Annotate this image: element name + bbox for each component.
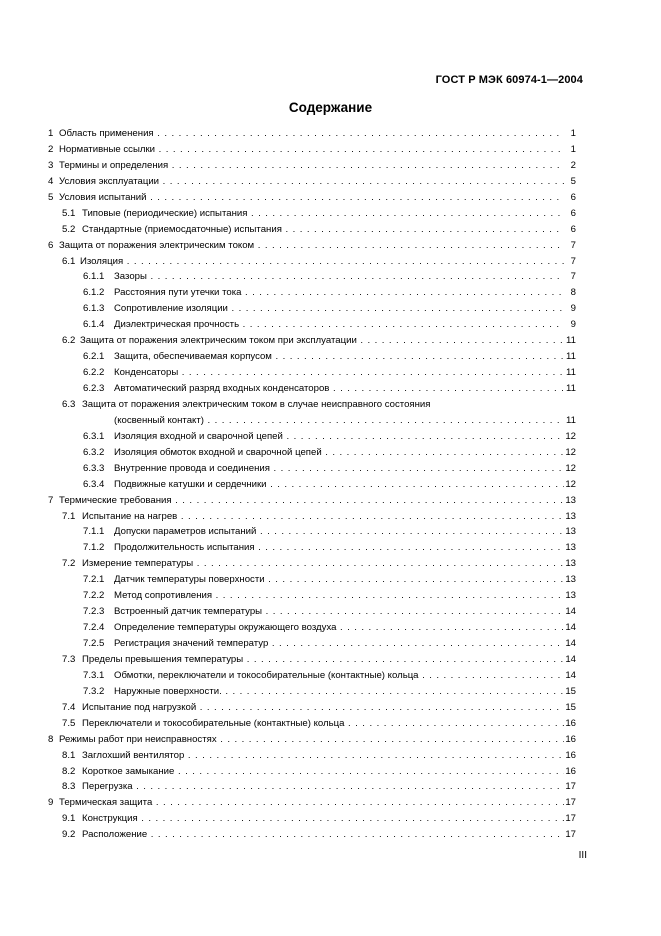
- toc-entry-title: Допуски параметров испытаний . . .: [114, 524, 564, 540]
- toc-entry-title: Зазоры . . .: [114, 269, 564, 285]
- page-number: III: [578, 850, 587, 861]
- toc-entry-page: 13: [565, 574, 576, 586]
- toc-entry-number: 9: [48, 797, 54, 809]
- toc-entry-title: Заглохший вентилятор . . .: [82, 748, 564, 764]
- toc-entry-number: 9.1: [62, 813, 76, 825]
- toc-entry-title: Короткое замыкание . . .: [82, 764, 564, 780]
- toc-entry-number: 7.2.5: [83, 638, 105, 649]
- toc-entry[interactable]: [48, 190, 576, 206]
- toc-entry[interactable]: [48, 174, 576, 190]
- toc-entry-title: Измерение температуры . . .: [82, 556, 564, 572]
- toc-entry-page: 12: [565, 478, 576, 490]
- toc-entry-title: Условия эксплуатации . . .: [59, 174, 564, 190]
- toc-entry[interactable]: [48, 126, 576, 142]
- toc-entry[interactable]: [48, 493, 576, 509]
- toc-entry-number: 8.1: [62, 749, 76, 761]
- toc-entry[interactable]: [48, 238, 576, 254]
- toc-entry-page: 11: [566, 383, 576, 394]
- toc-entry[interactable]: [48, 301, 576, 317]
- toc-entry-page: 9: [570, 319, 576, 331]
- toc-entry-number: 7.3: [62, 653, 76, 665]
- toc-entry-number: 5.1: [62, 207, 76, 219]
- toc-entry-number: 6.1.3: [83, 303, 105, 315]
- toc-entry-page: 15: [565, 685, 576, 697]
- toc-entry[interactable]: [48, 700, 576, 716]
- toc-entry-page: 1: [570, 143, 576, 155]
- toc-entry[interactable]: [48, 461, 576, 477]
- toc-entry[interactable]: [48, 795, 576, 811]
- toc-entry-title: Нормативные ссылки . . .: [59, 142, 564, 158]
- toc-entry-title: Подвижные катушки и сердечники . . .: [114, 477, 564, 493]
- toc-entry-title: Испытание на нагрев . . .: [82, 509, 564, 525]
- toc-entry[interactable]: [48, 732, 576, 748]
- toc-entry-title: Защита от поражения электрическим током . . .: [59, 238, 564, 254]
- toc-entry-title: Термины и определения . . .: [59, 158, 564, 174]
- toc-entry-number: 6.3.4: [83, 478, 105, 490]
- toc-entry-title: Регистрация значений температур . . .: [114, 636, 564, 652]
- toc-entry-title: Наружные поверхности. . . .: [114, 684, 564, 700]
- toc-entry-number: 6.2.2: [83, 367, 105, 379]
- toc-entry-page: 13: [565, 510, 576, 522]
- toc-entry-number: 5.2: [62, 223, 76, 235]
- toc-entry-number: 6.3.1: [83, 430, 105, 442]
- toc-entry[interactable]: [48, 333, 576, 349]
- toc-entry[interactable]: [48, 365, 576, 381]
- toc-entry-page: 7: [570, 255, 576, 267]
- toc-entry-page: 12: [565, 446, 576, 458]
- toc-entry-title: Изоляция . . .: [80, 254, 564, 270]
- toc-entry-number: 7.2: [62, 558, 76, 570]
- toc-entry-page: 17: [565, 797, 576, 809]
- toc-entry[interactable]: [48, 668, 576, 684]
- toc-entry-number: 6.1.1: [83, 271, 105, 283]
- toc-entry[interactable]: [48, 716, 576, 732]
- toc-entry-page: 7: [570, 271, 576, 283]
- toc-entry-number: 7: [48, 494, 54, 506]
- toc-entry-number: 7.3.2: [83, 685, 105, 697]
- toc-entry-number: 5: [48, 191, 54, 203]
- toc-entry[interactable]: [48, 556, 576, 572]
- toc-entry-title: Внутренние провода и соединения . . .: [114, 461, 564, 477]
- toc-entry-number: 3: [48, 159, 54, 171]
- toc-entry-number: 7.2.3: [83, 606, 105, 618]
- document-code: ГОСТ Р МЭК 60974-1—2004: [435, 74, 583, 86]
- toc-entry-number: 8.2: [62, 765, 76, 777]
- toc-entry-title: Пределы превышения температуры . . .: [82, 652, 564, 668]
- toc-entry-page: 11: [566, 414, 576, 426]
- toc-entry-title: Конденсаторы . . .: [114, 365, 564, 381]
- toc-entry-number: 6.1: [62, 255, 76, 267]
- toc-entry[interactable]: [48, 349, 576, 365]
- toc-entry[interactable]: [48, 684, 576, 700]
- toc-entry-page: 12: [565, 430, 576, 442]
- toc-entry-number: 6.3.3: [83, 462, 105, 474]
- toc-entry-number: 7.4: [62, 701, 76, 713]
- toc-entry-page: 6: [570, 207, 576, 219]
- toc-entry-page: 12: [565, 462, 576, 474]
- toc-entry-page: 2: [570, 159, 576, 171]
- toc-entry-title: Изоляция обмоток входной и сварочной цепей . . .: [114, 445, 564, 461]
- table-of-contents: [48, 126, 576, 843]
- toc-entry-page: 16: [565, 717, 576, 729]
- toc-entry-title: Определение температуры окружающего воздуха . . .: [114, 620, 564, 636]
- toc-entry-title: Защита от поражения электрическим током в случае неисправного состояния: [82, 398, 431, 410]
- toc-entry-title: Защита от поражения электрическим током при эксплуатации . . .: [80, 333, 564, 349]
- toc-entry-title: Термические требования . . .: [59, 493, 564, 509]
- toc-entry-page: 14: [565, 638, 576, 649]
- toc-entry-title: Продолжительность испытания . . .: [114, 540, 564, 556]
- toc-entry-title: Переключатели и токособирательные (контактные) кольца . . .: [82, 716, 564, 732]
- toc-entry-number: 2: [48, 143, 54, 155]
- toc-entry-page: 6: [570, 223, 576, 235]
- toc-entry-number: 6: [48, 239, 54, 251]
- toc-entry[interactable]: [48, 269, 576, 285]
- toc-entry-number: 4: [48, 175, 54, 187]
- toc-entry[interactable]: [48, 254, 576, 270]
- toc-entry[interactable]: [48, 764, 576, 780]
- toc-entry[interactable]: [48, 429, 576, 445]
- toc-entry-number: 6.2: [62, 335, 76, 347]
- toc-entry-title: Термическая защита . . .: [59, 795, 564, 811]
- toc-entry-page: 6: [570, 191, 576, 203]
- toc-entry-title: Расположение . . .: [82, 827, 564, 843]
- toc-entry-title: Датчик температуры поверхности . . .: [114, 572, 564, 588]
- toc-entry-page: 5: [570, 175, 576, 187]
- toc-entry-title: Типовые (периодические) испытания . . .: [82, 206, 564, 222]
- toc-entry-page: 14: [565, 622, 576, 634]
- toc-entry[interactable]: [48, 811, 576, 827]
- toc-entry-title: Конструкция . . .: [82, 811, 564, 827]
- toc-entry[interactable]: [48, 524, 576, 540]
- toc-entry-number: 8: [48, 733, 54, 745]
- toc-entry-title: Условия испытаний . . .: [59, 190, 564, 206]
- toc-entry[interactable]: [48, 827, 576, 843]
- toc-entry-number: 6.2.1: [83, 351, 105, 363]
- toc-entry-number: 7.3.1: [83, 669, 105, 681]
- toc-entry[interactable]: [48, 748, 576, 764]
- toc-entry-title: Сопротивление изоляции . . .: [114, 301, 564, 317]
- toc-entry[interactable]: [48, 397, 576, 413]
- toc-entry-page: 8: [570, 287, 576, 299]
- toc-entry[interactable]: [48, 445, 576, 461]
- toc-entry[interactable]: [48, 588, 576, 604]
- toc-entry[interactable]: [48, 604, 576, 620]
- toc-entry-title: Стандартные (приемосдаточные) испытания . . .: [82, 222, 564, 238]
- toc-entry-number: 6.3.2: [83, 446, 105, 458]
- toc-entry[interactable]: [48, 285, 576, 301]
- toc-entry-page: 9: [570, 303, 576, 315]
- toc-entry-page: 16: [565, 733, 576, 745]
- toc-entry-title: Расстояния пути утечки тока . . .: [114, 285, 564, 301]
- toc-entry[interactable]: [48, 158, 576, 174]
- toc-entry-number: 7.1.2: [83, 542, 105, 554]
- toc-entry-number: 6.1.4: [83, 319, 105, 331]
- toc-entry[interactable]: [48, 142, 576, 158]
- toc-entry-title: Область применения . . .: [59, 126, 564, 142]
- toc-entry-number: 7.1.1: [83, 526, 105, 538]
- toc-entry-number: 6.3: [62, 398, 76, 410]
- toc-entry-title: Режимы работ при неисправностях . . .: [59, 732, 564, 748]
- toc-entry-page: 17: [565, 781, 576, 793]
- toc-entry-number: 7.2.4: [83, 622, 105, 634]
- toc-entry-page: 15: [565, 701, 576, 713]
- toc-entry-page: 7: [570, 239, 576, 251]
- toc-entry-page: 16: [565, 749, 576, 761]
- toc-entry-number: 8.3: [62, 781, 76, 793]
- toc-entry-page: 13: [565, 590, 576, 602]
- toc-entry[interactable]: [48, 540, 576, 556]
- toc-entry-page: 17: [565, 813, 576, 825]
- toc-entry-page: 11: [566, 367, 576, 379]
- toc-entry-page: 13: [565, 494, 576, 506]
- toc-entry-title: Диэлектрическая прочность . . .: [114, 317, 564, 333]
- toc-entry[interactable]: [48, 222, 576, 238]
- toc-entry-number: 9.2: [62, 829, 76, 841]
- toc-entry-title: Изоляция входной и сварочной цепей . . .: [114, 429, 564, 445]
- toc-entry[interactable]: [48, 572, 576, 588]
- toc-entry[interactable]: [48, 636, 576, 652]
- toc-entry-title: Перегрузка . . .: [82, 779, 564, 795]
- toc-entry-page: 11: [566, 335, 576, 347]
- toc-entry[interactable]: [48, 413, 576, 429]
- toc-entry-page: 11: [566, 351, 576, 363]
- toc-entry-number: 6.1.2: [83, 287, 105, 299]
- toc-entry[interactable]: [48, 509, 576, 525]
- page-title: Содержание: [288, 100, 373, 115]
- toc-entry-page: 1: [570, 128, 576, 139]
- toc-entry-page: 17: [565, 829, 576, 841]
- toc-entry[interactable]: [48, 381, 576, 397]
- toc-entry-number: 6.2.3: [83, 383, 105, 394]
- toc-entry[interactable]: [48, 317, 576, 333]
- toc-entry[interactable]: [48, 779, 576, 795]
- toc-entry-page: 14: [565, 653, 576, 665]
- toc-entry-page: 14: [565, 669, 576, 681]
- toc-entry[interactable]: [48, 620, 576, 636]
- toc-entry-page: 13: [565, 526, 576, 538]
- toc-entry-number: 7.2.2: [83, 590, 105, 602]
- toc-entry-title: Испытание под нагрузкой . . .: [82, 700, 564, 716]
- toc-entry-number: 7.2.1: [83, 574, 105, 586]
- toc-entry-number: 7.1: [62, 510, 76, 522]
- toc-entry-page: 16: [565, 765, 576, 777]
- toc-entry-page: 13: [565, 558, 576, 570]
- toc-entry-title: Защита, обеспечиваемая корпусом . . .: [114, 349, 564, 365]
- toc-entry-page: 14: [565, 606, 576, 618]
- toc-entry-title: Встроенный датчик температуры . . .: [114, 604, 564, 620]
- toc-entry-title: Обмотки, переключатели и токособирательные (контактные) кольца . . .: [114, 668, 564, 684]
- toc-entry-page: 13: [565, 542, 576, 554]
- toc-entry-title: Метод сопротивления . . .: [114, 588, 564, 604]
- toc-entry-number: 1: [48, 128, 54, 139]
- toc-entry-title: Автоматический разряд входных конденсаторов . . .: [114, 381, 564, 397]
- toc-entry[interactable]: [48, 206, 576, 222]
- toc-entry-number: 7.5: [62, 717, 76, 729]
- toc-entry[interactable]: [48, 652, 576, 668]
- toc-entry-title: (косвенный контакт) . . .: [114, 413, 564, 429]
- toc-entry[interactable]: [48, 477, 576, 493]
